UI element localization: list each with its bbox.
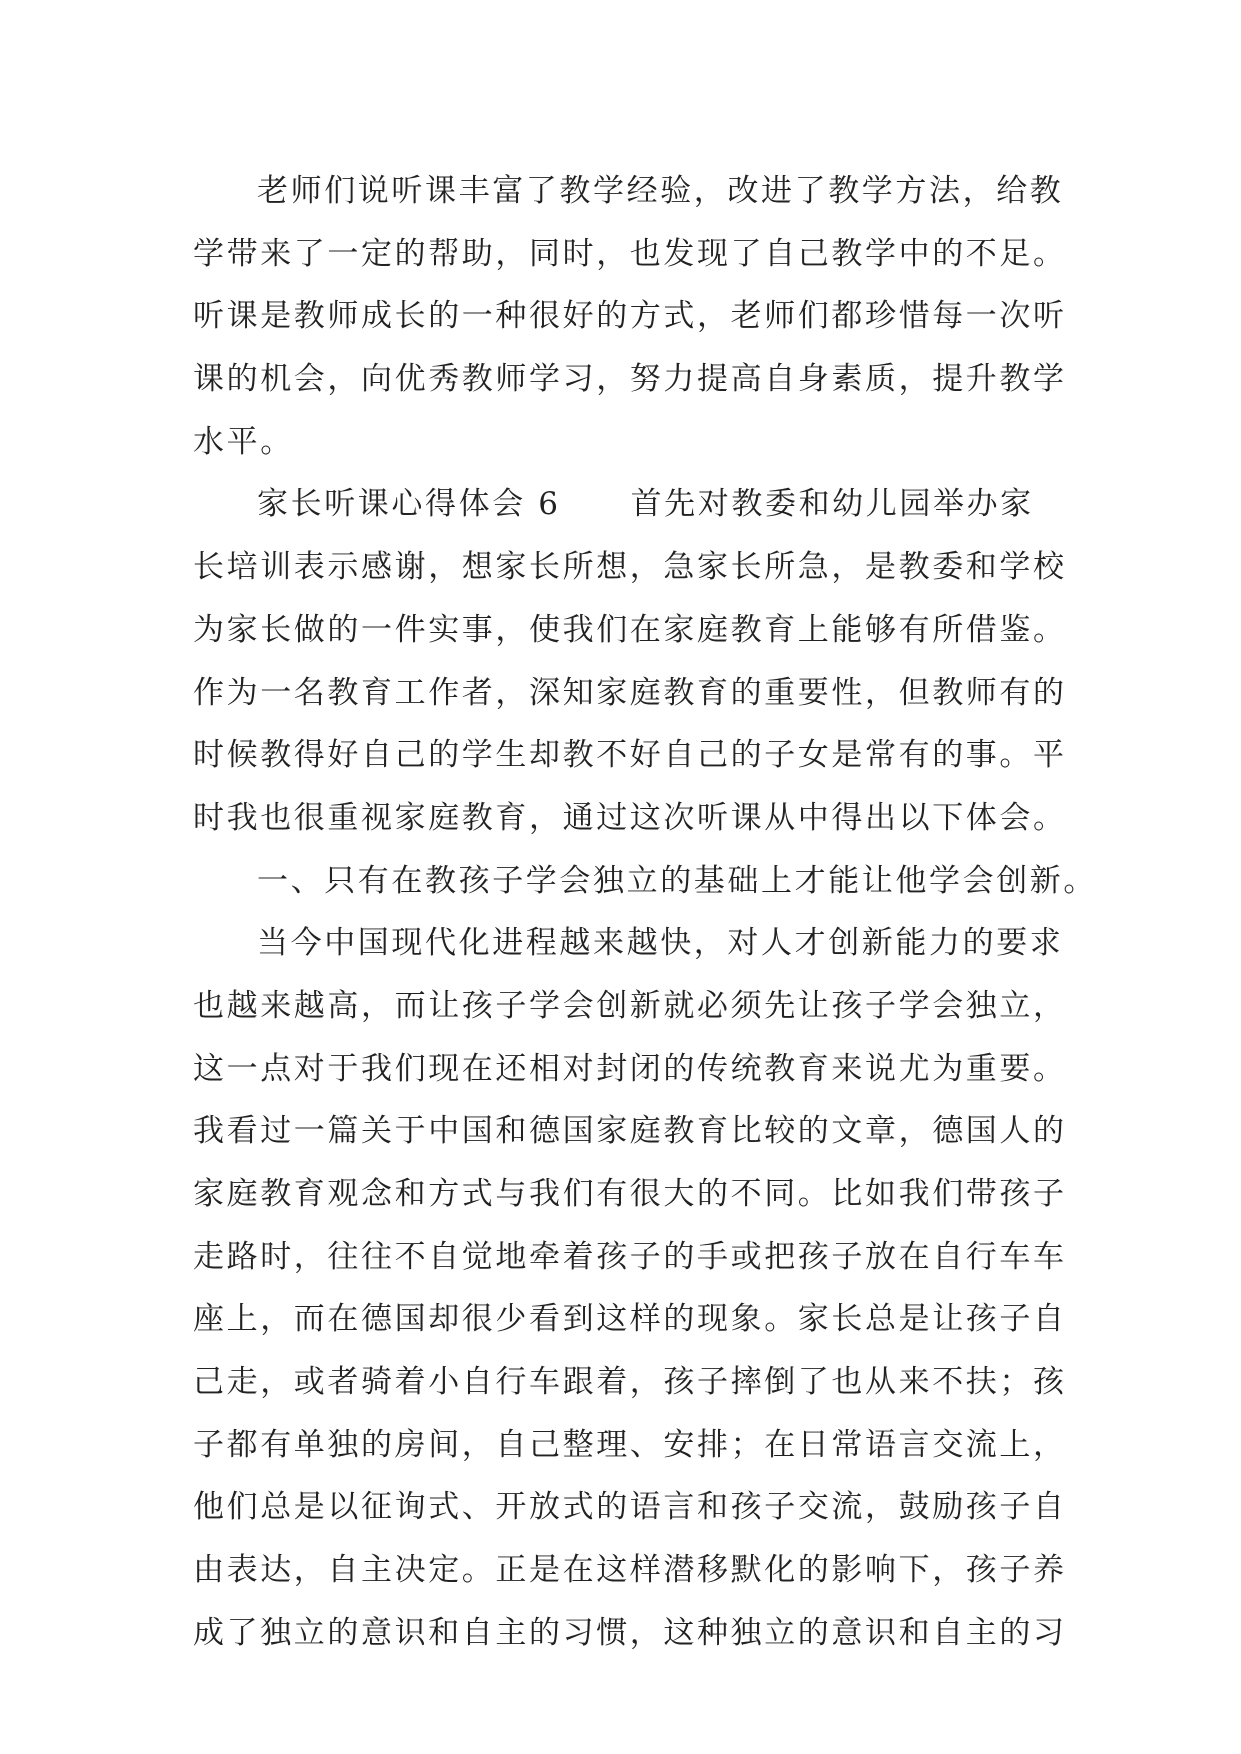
text-line: 成了独立的意识和自主的习惯，这种独立的意识和自主的习 — [193, 1614, 1067, 1651]
text-line: 水平。 — [193, 423, 294, 460]
text-line: 我看过一篇关于中国和德国家庭教育比较的文章，德国人的 — [193, 1113, 1067, 1150]
section-heading: 家长听课心得体会 6 — [257, 486, 561, 523]
text-line: 时候教得好自己的学生却教不好自己的子女是常有的事。平 — [193, 737, 1067, 774]
text-line: 长培训表示感谢，想家长所想，急家长所急，是教委和学校 — [193, 549, 1067, 586]
text-line: 走路时，往往不自觉地牵着孩子的手或把孩子放在自行车车 — [193, 1238, 1067, 1275]
text-line: 课的机会，向优秀教师学习，努力提高自身素质，提升教学 — [193, 361, 1067, 398]
subheading-line: 一、只有在教孩子学会独立的基础上才能让他学会创新。 — [257, 862, 1097, 899]
text-line: 家庭教育观念和方式与我们有很大的不同。比如我们带孩子 — [193, 1176, 1067, 1212]
text-line: 由表达，自主决定。正是在这样潜移默化的影响下，孩子养 — [193, 1552, 1067, 1589]
text-line: 当今中国现代化进程越来越快，对人才创新能力的要求 — [257, 925, 1064, 962]
text-line: 听课是教师成长的一种很好的方式，老师们都珍惜每一次听 — [193, 298, 1067, 335]
text-line: 为家长做的一件实事，使我们在家庭教育上能够有所借鉴。 — [193, 611, 1067, 648]
text-line: 老师们说听课丰富了教学经验，改进了教学方法，给教 — [257, 173, 1064, 209]
text-line: 学带来了一定的帮助，同时，也发现了自己教学中的不足。 — [193, 235, 1067, 272]
body-text — [193, 160, 1097, 1665]
text-line: 子都有单独的房间，自己整理、安排；在日常语言交流上， — [193, 1426, 1067, 1463]
text-line: 他们总是以征询式、开放式的语言和孩子交流，鼓励孩子自 — [193, 1489, 1067, 1526]
text-line: 座上，而在德国却很少看到这样的现象。家长总是让孩子自 — [193, 1301, 1067, 1338]
text-line: 作为一名教育工作者，深知家庭教育的重要性，但教师有的 — [193, 674, 1067, 711]
text-line: 时我也很重视家庭教育，通过这次听课从中得出以下体会。 — [193, 799, 1067, 836]
section-heading-line — [193, 473, 1053, 536]
text-line: 这一点对于我们现在还相对封闭的传统教育来说尤为重要。 — [193, 1050, 1067, 1087]
text-line: 己走，或者骑着小自行车跟着，孩子摔倒了也从来不扶；孩 — [193, 1364, 1067, 1401]
paragraph-start: 首先对教委和幼儿园举办家 — [630, 486, 1034, 523]
text-line: 也越来越高，而让孩子学会创新就必须先让孩子学会独立， — [193, 987, 1067, 1024]
